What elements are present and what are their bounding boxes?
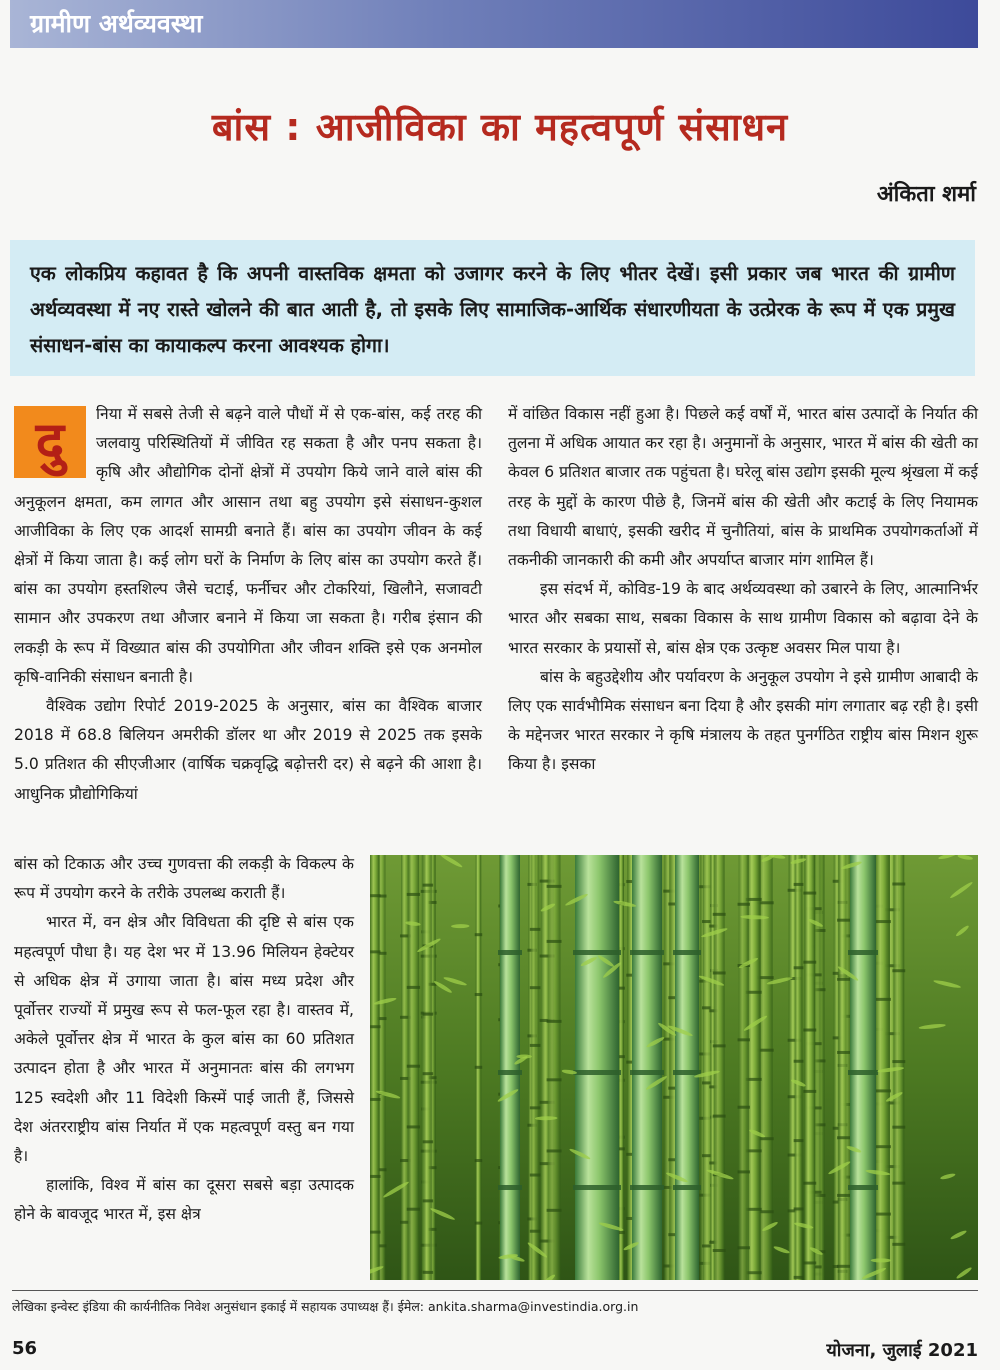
bamboo-node bbox=[530, 1044, 541, 1047]
bamboo-node bbox=[892, 1182, 905, 1185]
bamboo-node bbox=[475, 933, 483, 936]
bamboo-node bbox=[713, 1115, 726, 1118]
bamboo-node bbox=[498, 1070, 522, 1075]
paragraph: हालांकि, विश्व में बांस का दूसरा सबसे बड़ा उत्पादक होने के बावजूद भारत में, इस क्षेत्र bbox=[14, 1176, 354, 1224]
bamboo-node bbox=[547, 1209, 562, 1212]
bamboo-node bbox=[370, 1231, 381, 1234]
bamboo-node bbox=[370, 1025, 381, 1028]
left-column bbox=[14, 400, 482, 809]
bamboo-node bbox=[874, 1089, 891, 1092]
bamboo-node bbox=[423, 1072, 434, 1075]
paragraph: में वांछित विकास नहीं हुआ है। पिछले कई वर्षों में, भारत बांस उत्पादों के निर्यात की तुलना में अधिक आयात कर रहा है। अनुमानों के अनुसार, भारत में बांस की खेती का केवल 6 प्रतिशत बाजार तक पहुंचता है। घरेलू बांस उद्योग इसकी मूल्य श्रृंखला में कई तरह के मुद्दों के कारण पीछे है, जिनमें बांस की खेती और कटाई के लिए नियामक तथा विधायी बाधाएं, इसकी खरीद में चुनौतियां, बांस के प्राथमिक उपयोगकर्ताओं में तकनीकी जानकारी की कमी और अपर्याप्त बाजार मांग शामिल हैं। bbox=[508, 405, 978, 570]
bamboo-node bbox=[423, 1140, 434, 1143]
bamboo-stalk-large bbox=[632, 855, 662, 1280]
bamboo-stalk-large bbox=[500, 855, 520, 1280]
bamboo-node bbox=[803, 1029, 816, 1032]
bamboo-node bbox=[573, 950, 621, 955]
bamboo-node bbox=[738, 1106, 750, 1109]
bamboo-node bbox=[423, 1271, 434, 1274]
bamboo-node bbox=[794, 1207, 804, 1210]
bamboo-node bbox=[874, 920, 891, 923]
bamboo-node bbox=[874, 998, 891, 1001]
bamboo-node bbox=[837, 1051, 851, 1054]
bamboo-node bbox=[370, 950, 381, 953]
bamboo-node bbox=[892, 883, 905, 886]
bamboo-node bbox=[530, 928, 541, 931]
bamboo-node bbox=[803, 1182, 816, 1185]
bamboo-node bbox=[475, 993, 483, 996]
bamboo-stalk bbox=[370, 855, 380, 1280]
bamboo-node bbox=[738, 1246, 750, 1249]
bamboo-stalk bbox=[804, 855, 815, 1280]
bamboo-node bbox=[475, 1222, 483, 1225]
bamboo-node bbox=[370, 1098, 381, 1101]
bamboo-node bbox=[794, 883, 804, 886]
bamboo-node bbox=[423, 1199, 434, 1202]
bamboo-node bbox=[673, 950, 701, 955]
bamboo-node bbox=[630, 950, 664, 955]
drop-cap: दु bbox=[14, 406, 86, 478]
bamboo-stalk bbox=[548, 855, 561, 1280]
bamboo-stalk bbox=[424, 855, 433, 1280]
bamboo-node bbox=[738, 1038, 750, 1041]
bamboo-node bbox=[794, 1276, 804, 1279]
paragraph: बांस को टिकाऊ और उच्च गुणवत्ता की लकड़ी के विकल्प के रूप में उपयोग करने के तरीके उपलब्ध कराती हैं। bbox=[14, 855, 354, 903]
bamboo-node bbox=[794, 1060, 804, 1063]
bamboo-node bbox=[530, 986, 541, 989]
bamboo-stalk-large bbox=[675, 855, 699, 1280]
bamboo-node bbox=[874, 1145, 891, 1148]
bamboo-node bbox=[673, 1185, 701, 1190]
bamboo-node bbox=[892, 1126, 905, 1129]
bamboo-node bbox=[713, 913, 726, 916]
footer-divider bbox=[12, 1290, 978, 1291]
bamboo-stalk bbox=[531, 855, 540, 1280]
bamboo-node bbox=[837, 1265, 851, 1268]
bamboo-stalk bbox=[875, 855, 890, 1280]
bamboo-node bbox=[475, 1066, 483, 1069]
intro-box bbox=[10, 240, 975, 376]
bamboo-node bbox=[738, 1170, 750, 1173]
bamboo-node bbox=[423, 1013, 434, 1016]
paragraph: बांस के बहुउद्देशीय और पर्यावरण के अनुकूल उपयोग ने इसे ग्रामीण आबादी के लिए एक सार्वभौमिक संसाधन बना दिया है और इसकी मांग लगातार बढ़ रही है। इसी के मद्देनजर भारत सरकार ने कृषि मंत्रालय के तहत पुनर्गठित राष्ट्रीय बांस मिशन शुरू किया है। इसका bbox=[508, 667, 978, 774]
bamboo-node bbox=[874, 1213, 891, 1216]
bamboo-node bbox=[803, 961, 816, 964]
bamboo-node bbox=[407, 1065, 420, 1068]
bamboo-node bbox=[630, 1070, 664, 1075]
left-column-lower bbox=[14, 850, 354, 1230]
right-column bbox=[508, 400, 978, 780]
bamboo-stalk bbox=[739, 855, 749, 1280]
bamboo-node bbox=[738, 903, 750, 906]
bamboo-node bbox=[837, 1136, 851, 1139]
bamboo-node bbox=[547, 1020, 562, 1023]
bamboo-forest-photo bbox=[370, 855, 978, 1280]
bamboo-node bbox=[547, 940, 562, 943]
author-name: अंकिता शर्मा bbox=[876, 182, 976, 207]
bamboo-node bbox=[892, 1243, 905, 1246]
bamboo-stalk bbox=[795, 855, 803, 1280]
paragraph: भारत में, वन क्षेत्र और विविधता की दृष्टि से बांस एक महत्वपूर्ण पौधा है। यह देश भर में 13.96 मिलियन हेक्टेयर से अधिक क्षेत्र में उगाया जाता है। बांस मध्य प्रदेश और पूर्वोत्तर राज्यों में प्रमुख रूप से फल-फूल रहा है। वास्तव में, अकेले पूर्वोत्तर क्षेत्र में भारत के कुल बांस का 60 प्रतिशत उत्पादन होता है और भारत में अनुमानतः बांस की लगभग 125 स्वदेशी और 11 विदेशी किस्में पाई जाती हैं, जिससे देश अंतरराष्ट्रीय बांस निर्यात में एक महत्वपूर्ण वस्तु बन गया है। bbox=[14, 913, 354, 1166]
section-label: ग्रामीण अर्थव्यवस्था bbox=[30, 9, 203, 38]
bamboo-node bbox=[407, 893, 420, 896]
bamboo-node bbox=[803, 1090, 816, 1093]
bamboo-node bbox=[837, 919, 851, 922]
bamboo-node bbox=[407, 1125, 420, 1128]
bamboo-stalk-large bbox=[850, 855, 876, 1280]
bamboo-node bbox=[547, 1078, 562, 1081]
bamboo-node bbox=[547, 885, 562, 888]
bamboo-node bbox=[794, 966, 804, 969]
bamboo-stalk-large bbox=[575, 855, 619, 1280]
page-number: 56 bbox=[12, 1338, 38, 1359]
section-banner bbox=[10, 0, 978, 48]
bamboo-node bbox=[713, 1249, 726, 1252]
bamboo-leaf bbox=[871, 1258, 891, 1262]
bamboo-node bbox=[892, 969, 905, 972]
bamboo-node bbox=[794, 1139, 804, 1142]
bamboo-node bbox=[530, 1174, 541, 1177]
bamboo-node bbox=[673, 1070, 701, 1075]
bamboo-node bbox=[475, 1159, 483, 1162]
bamboo-node bbox=[423, 884, 434, 887]
paragraph: इस संदर्भ में, कोविड-19 के बाद अर्थव्यवस्था को उबारने के लिए, आत्मानिर्भर भारत और सबका साथ, सबका विकास के साथ ग्रामीण विकास को बढ़ावा देने के भारत सरकार के प्रयासों से, बांस क्षेत्र एक उत्कृष्ट अवसर मिल पाया है। bbox=[508, 580, 978, 657]
paragraph: वैश्विक उद्योग रिपोर्ट 2019-2025 के अनुसार, बांस का वैश्विक बाजार 2018 में 68.8 बिलियन अमरीकी डॉलर था और 2019 से 2025 तक इसके 5.0 प्रतिशत की सीएजीआर (वार्षिक चक्रवृद्धि बढ़ोत्तरी दर) से बढ़ने की आशा है। आधुनिक प्रौद्योगिकियां bbox=[14, 697, 482, 803]
bamboo-node bbox=[848, 1185, 878, 1190]
bamboo-node bbox=[370, 1175, 381, 1178]
bamboo-stalk bbox=[619, 855, 624, 1280]
bamboo-node bbox=[530, 1106, 541, 1109]
bamboo-node bbox=[530, 1230, 541, 1233]
bamboo-node bbox=[892, 1060, 905, 1063]
issue-label: योजना, जुलाई 2021 bbox=[826, 1340, 978, 1361]
bamboo-node bbox=[573, 1185, 621, 1190]
bamboo-node bbox=[573, 1070, 621, 1075]
bamboo-node bbox=[407, 1208, 420, 1211]
bamboo-node bbox=[837, 1194, 851, 1197]
bamboo-node bbox=[713, 971, 726, 974]
bamboo-node bbox=[803, 1261, 816, 1264]
paragraph: निया में सबसे तेजी से बढ़ने वाले पौधों में से एक-बांस, कई तरह की जलवायु परिस्थितियों में जीवित रह सकता है और पनप सकता है। कृषि और औद्योगिक दोनों क्षेत्रों में उपयोग किये जाने वाले बांस की अनुकूलन क्षमता, कम लागत और आसान तथा बहु उपयोग इसे संसाधन-कुशल आजीविका के लिए एक आदर्श सामग्री बनाते हैं। बांस का उपयोग जीवन के कई क्षेत्रों में किया जाता है। कई लोग घरों के निर्माण के लिए बांस का उपयोग करते हैं। बांस का उपयोग हस्तशिल्प जैसे चटाई, फर्नीचर और टोकरियां, खिलौने, सजावटी सामान और उपकरण तथा औजार बनाने में किया जा सकता है। गरीब इंसान की लकड़ी के रूप में विख्यात बांस की उपयोगिता और जीवन शक्ति इसे एक अनमोल कृषि-वानिकी संसाधन बनाती है। bbox=[14, 405, 482, 686]
bamboo-node bbox=[803, 892, 816, 895]
bamboo-node bbox=[498, 950, 522, 955]
bamboo-node bbox=[837, 978, 851, 981]
bamboo-node bbox=[848, 950, 878, 955]
bamboo-node bbox=[547, 1149, 562, 1152]
author-footnote: लेखिका इन्वेस्ट इंडिया की कार्यनीतिक निवेश अनुसंधान इकाई में सहायक उपाध्यक्ष हैं। ईमेल: ankita.sharma@investindia.org.in bbox=[12, 1299, 639, 1314]
bamboo-node bbox=[630, 1185, 664, 1190]
bamboo-node bbox=[713, 1044, 726, 1047]
intro-text: एक लोकप्रिय कहावत है कि अपनी वास्तविक क्षमता को उजागर करने के लिए भीतर देखें। इसी प्रकार जब भारत की ग्रामीण अर्थव्यवस्था में नए रास्ते खोलने की बात आती है, तो इसके लिए सामाजिक-आर्थिक संधारणीयता के उत्प्रेरक के रूप में एक प्रमुख संसाधन-बांस का कायाकल्प करना आवश्यक होगा। bbox=[30, 262, 955, 357]
bamboo-stalk bbox=[714, 855, 725, 1280]
bamboo-node bbox=[407, 986, 420, 989]
bamboo-illustration bbox=[370, 855, 978, 1280]
bamboo-node bbox=[370, 894, 381, 897]
bamboo-node bbox=[848, 1070, 878, 1075]
article-title: बांस : आजीविका का महत्वपूर्ण संसाधन bbox=[211, 105, 789, 149]
bamboo-node bbox=[498, 1185, 522, 1190]
